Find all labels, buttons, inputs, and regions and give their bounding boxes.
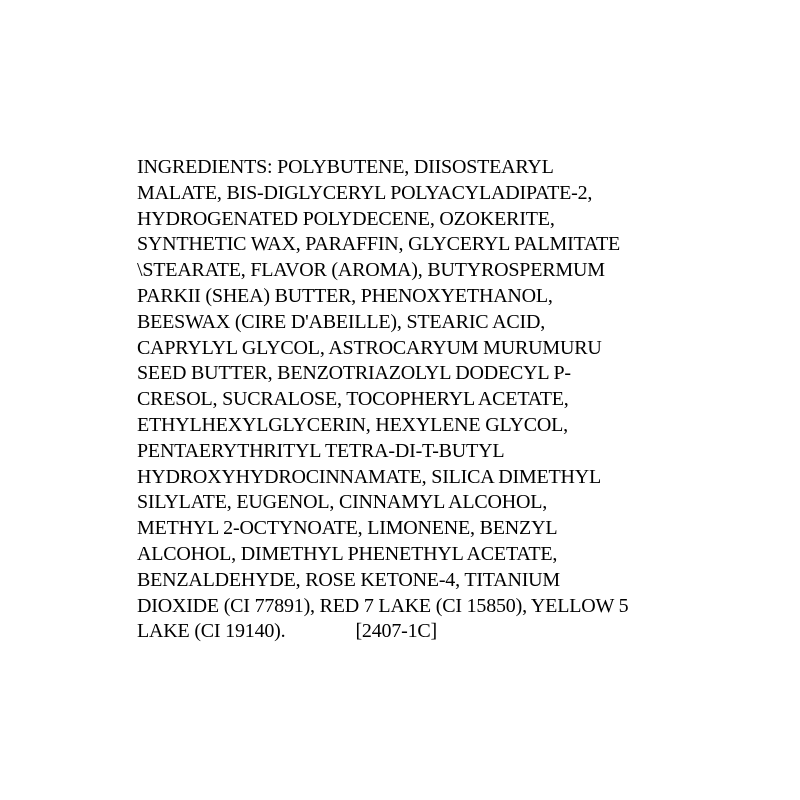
ingredients-line-6: PARKII (SHEA) BUTTER, PHENOXYETHANOL,	[137, 284, 553, 307]
ingredients-line-4: SYNTHETIC WAX, PARAFFIN, GLYCERYL PALMITATE	[137, 233, 621, 256]
ingredients-line-16: ALCOHOL, DIMETHYL PHENETHYL ACETATE,	[137, 542, 558, 565]
ingredients-line-18: DIOXIDE (CI 77891), RED 7 LAKE (CI 15850), YELLOW 5	[137, 594, 629, 617]
ingredients-list	[137, 155, 777, 645]
ingredients-last-line	[137, 619, 777, 645]
ingredients-line-1: INGREDIENTS: POLYBUTENE, DIISOSTEARYL	[137, 156, 554, 178]
ingredients-line-3: HYDROGENATED POLYDECENE, OZOKERITE,	[137, 207, 555, 230]
ingredients-line-17: BENZALDEHYDE, ROSE KETONE-4, TITANIUM	[137, 568, 560, 591]
ingredients-line-2: MALATE, BIS-DIGLYCERYL POLYACYLADIPATE-2,	[137, 181, 593, 204]
ingredients-line-15: METHYL 2-OCTYNOATE, LIMONENE, BENZYL	[137, 517, 558, 540]
ingredients-line-5: \STEARATE, FLAVOR (AROMA), BUTYROSPERMUM	[137, 259, 605, 282]
batch-code: [2407-1C]	[355, 620, 437, 643]
ingredients-line-19: LAKE (CI 19140).	[137, 620, 286, 643]
ingredients-line-10: CRESOL, SUCRALOSE, TOCOPHERYL ACETATE,	[137, 388, 569, 411]
ingredients-line-11: ETHYLHEXYLGLYCERIN, HEXYLENE GLYCOL,	[137, 413, 568, 436]
ingredients-line-14: SILYLATE, EUGENOL, CINNAMYL ALCOHOL,	[137, 491, 548, 514]
ingredients-line-9: SEED BUTTER, BENZOTRIAZOLYL DODECYL P-	[137, 362, 571, 385]
ingredients-line-12: PENTAERYTHRITYL TETRA-DI-T-BUTYL	[137, 439, 505, 462]
ingredients-line-8: CAPRYLYL GLYCOL, ASTROCARYUM MURUMURU	[137, 336, 602, 359]
ingredients-line-13: HYDROXYHYDROCINNAMATE, SILICA DIMETHYL	[137, 465, 602, 488]
ingredients-line-7: BEESWAX (CIRE D'ABEILLE), STEARIC ACID,	[137, 310, 546, 333]
